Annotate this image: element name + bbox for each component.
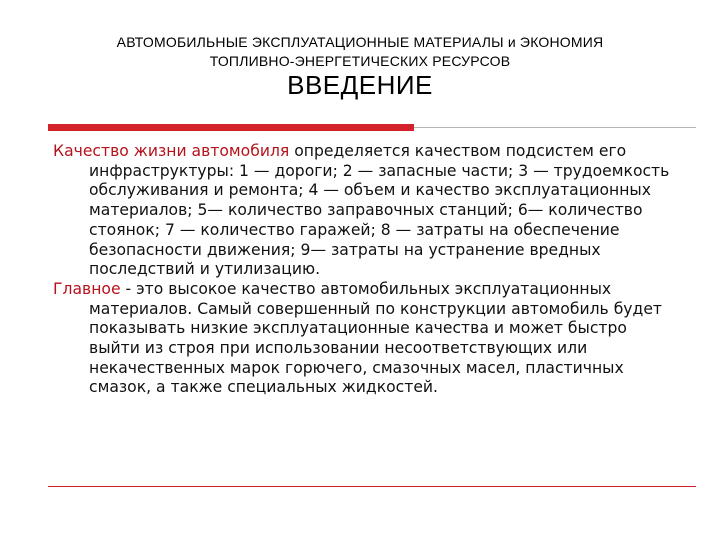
bottom-divider-red (48, 486, 696, 487)
paragraph-main-point (53, 280, 678, 398)
header-line-2: ТОПЛИВНО-ЭНЕРГЕТИЧЕСКИХ РЕСУРСОВ (209, 53, 511, 69)
slide-title: ВВЕДЕНИЕ (287, 70, 433, 100)
paragraph-quality-of-life (53, 142, 678, 280)
header-line-1: АВТОМОБИЛЬНЫЕ ЭКСПЛУАТАЦИОННЫЕ МАТЕРИАЛЫ и ЭКОНОМИЯ (116, 34, 604, 50)
paragraph-body-text: - это высокое качество автомобильных эксплуатационных материалов. Самый совершенный по конструкции автомобиль будет показывать низкие эксплуатационные качества и может быстро выйти из строя при использовании несоответствующих или некачественных марок горючего, смазочных масел, пластичных смазок, а также специальных жидкостей. (89, 279, 662, 397)
slide-content (53, 142, 678, 398)
paragraph-lead-term: Качество жизни автомобиля (53, 142, 290, 160)
top-divider-red-accent (48, 124, 414, 131)
paragraph-body-text: определяется качеством подсистем его инфраструктуры: 1 — дороги; 2 — запасные части; 3 — трудоемкость обслуживания и ремонта; 4 — объем и качество эксплуатационных материалов; 5— количество заправочных станций; 6— количество стоянок; 7 — количество гаражей; 8 — затраты на обеспечение безопасности движения; 9— затраты на устранение вредных последствий и утилизацию. (89, 142, 670, 279)
paragraph-lead-term: Главное (53, 279, 121, 298)
